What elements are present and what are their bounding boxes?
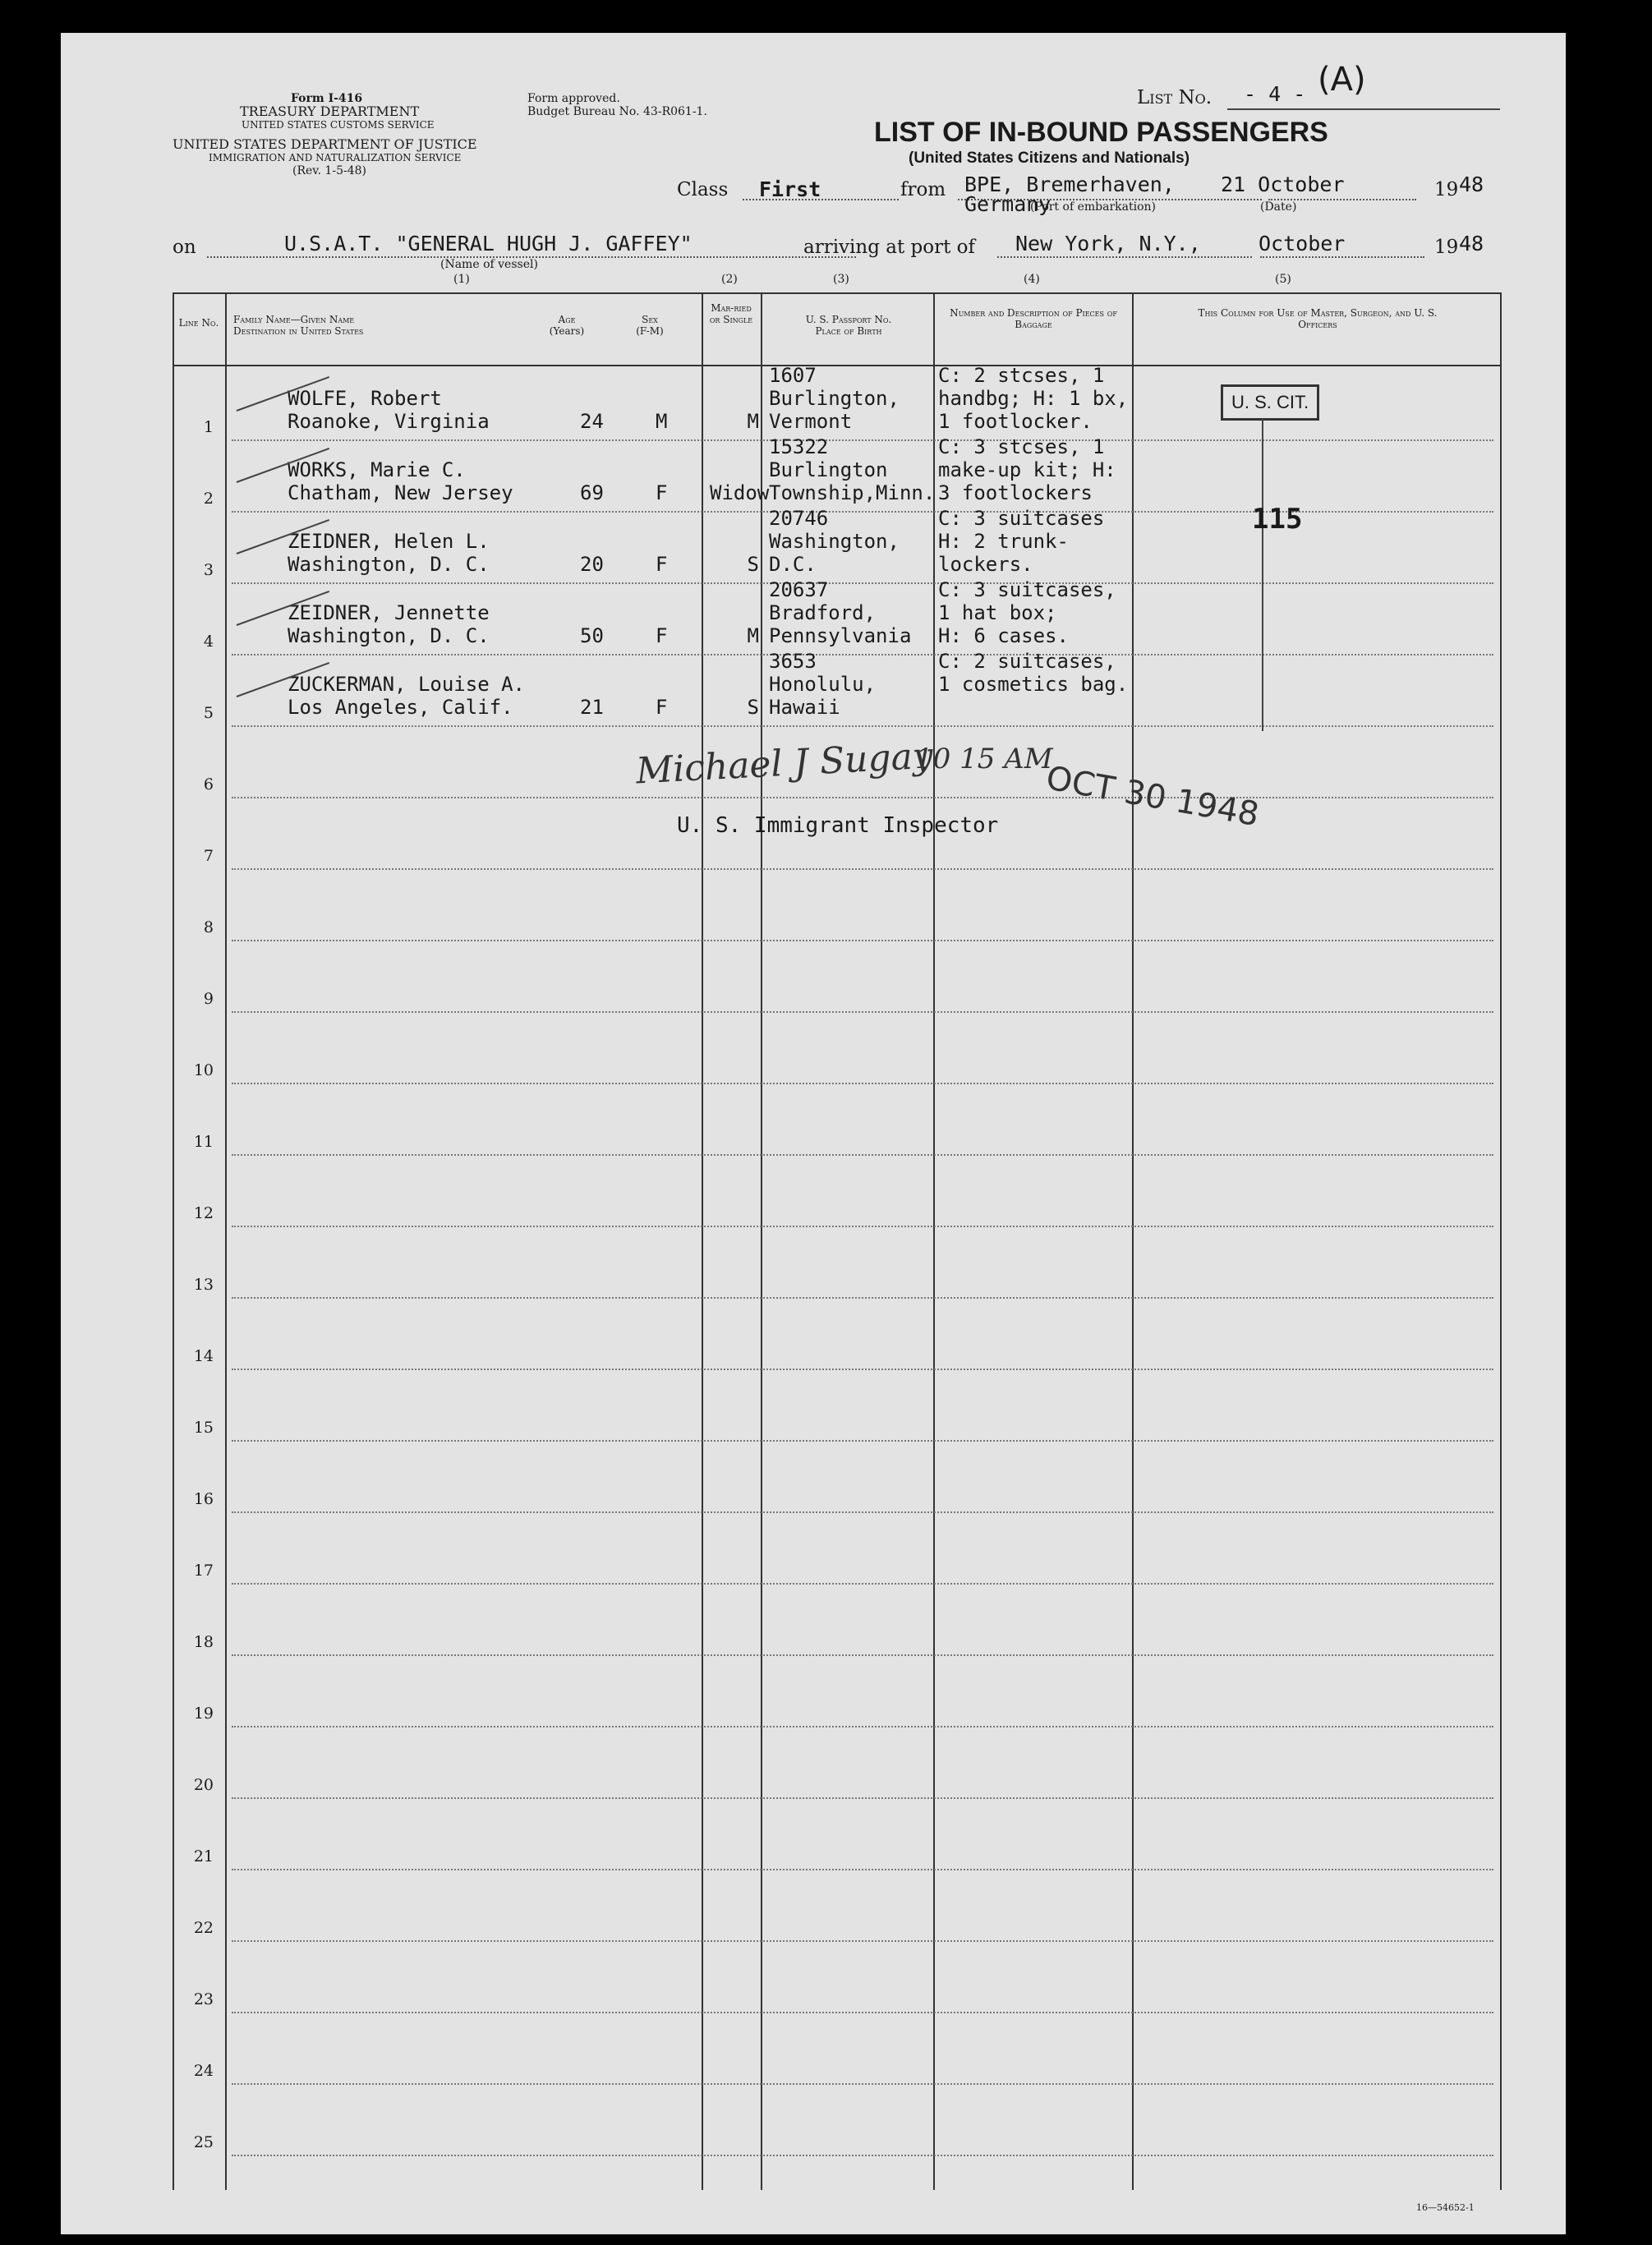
- passenger-destination: Washington, D. C.: [288, 553, 490, 576]
- customs-service: UNITED STATES CUSTOMS SERVICE: [242, 119, 435, 131]
- table-row-rule: [232, 940, 1493, 941]
- inspector-title: U. S. Immigrant Inspector: [677, 813, 999, 838]
- class-value: First: [759, 177, 821, 201]
- header-sex-unit: (F-M): [636, 325, 664, 337]
- table-row-rule: [232, 1583, 1493, 1585]
- passenger-marital: M: [747, 624, 759, 647]
- vessel-name: U.S.A.T. "GENERAL HUGH J. GAFFEY": [284, 232, 693, 255]
- line-number: 17: [193, 1562, 214, 1580]
- header-passport: U. S. Passport No.: [805, 314, 892, 325]
- passenger-sex: F: [656, 553, 668, 576]
- line-number: 23: [193, 1990, 214, 2008]
- line-number: 25: [193, 2133, 214, 2151]
- table-row-rule: [232, 1226, 1493, 1227]
- line-number: 1: [203, 418, 214, 436]
- table-row-rule: [232, 511, 1493, 513]
- baggage-line3: 3 footlockers: [938, 481, 1093, 504]
- baggage-line2: 1 hat box;: [938, 601, 1057, 624]
- passport-number: 1607: [769, 364, 817, 387]
- passport-number: 20746: [769, 507, 829, 530]
- baggage-line2: H: 2 trunk-: [938, 530, 1069, 553]
- passenger-marital: S: [747, 553, 759, 576]
- from-value: BPE, Bremerhaven,: [964, 173, 1175, 196]
- birthplace-line1: Honolulu,: [769, 673, 877, 696]
- line-number: 2: [203, 490, 214, 508]
- line-number: 18: [193, 1633, 214, 1651]
- line-number: 7: [203, 847, 214, 865]
- header-officers: This Column for Use of Master, Surgeon, and U. S. Officers: [1198, 307, 1438, 330]
- inspection-time: 10 15 AM: [915, 743, 1053, 775]
- col-num-4: (4): [1024, 273, 1040, 286]
- passenger-sex: F: [656, 696, 668, 719]
- passenger-marital: M: [747, 410, 759, 433]
- passport-number: 15322: [769, 435, 829, 458]
- line-number: 12: [193, 1204, 214, 1222]
- passenger-destination: Washington, D. C.: [288, 624, 490, 647]
- passenger-sex: F: [656, 624, 668, 647]
- header-birthplace: Place of Birth: [815, 325, 882, 337]
- birthplace-line1: Burlington,: [769, 387, 900, 410]
- passenger-name: ZEIDNER, Jennette: [288, 601, 490, 624]
- ins-service: IMMIGRATION AND NATURALIZATION SERVICE: [209, 152, 462, 163]
- table-row-rule: [232, 1940, 1493, 1942]
- table-row-rule: [232, 1726, 1493, 1727]
- list-no-line: [1227, 108, 1500, 110]
- header-married: Mar-ried or Single: [709, 302, 753, 325]
- line-number: 24: [193, 2062, 214, 2080]
- line-number: 14: [193, 1347, 214, 1365]
- passenger-sex: M: [656, 410, 668, 433]
- passenger-sex: F: [656, 481, 668, 504]
- table-row-rule: [232, 868, 1493, 870]
- year-prefix: 19: [1434, 179, 1459, 200]
- from-label: from: [900, 179, 946, 200]
- form-sheet: [61, 33, 1566, 2234]
- birthplace-line2: Township,Minn.: [769, 481, 936, 504]
- col-num-5: (5): [1275, 273, 1291, 286]
- line-number: 4: [203, 633, 214, 651]
- birthplace-line2: Vermont: [769, 410, 853, 433]
- birthplace-line1: Bradford,: [769, 601, 877, 624]
- col-divider: [933, 292, 935, 2190]
- line-number: 20: [193, 1776, 214, 1794]
- baggage-line1: C: 2 stcses, 1: [938, 364, 1105, 387]
- form-number: Form I-416: [291, 92, 363, 105]
- table-row-rule: [232, 2083, 1493, 2085]
- port-embark-caption: (Port of embarkation): [1030, 200, 1156, 214]
- birthplace-line2: Pennsylvania: [769, 624, 912, 647]
- passenger-destination: Roanoke, Virginia: [288, 410, 490, 433]
- table-row-rule: [232, 1154, 1493, 1156]
- table-row-rule: [232, 582, 1493, 584]
- passenger-name: ZUCKERMAN, Louise A.: [288, 673, 525, 696]
- header-destination: Destination in United States: [233, 325, 364, 337]
- table-row-rule: [232, 2012, 1493, 2013]
- passport-number: 3653: [769, 650, 817, 673]
- birthplace-line1: Washington,: [769, 530, 900, 553]
- line-number: 6: [203, 775, 214, 794]
- depart-date: 21 October: [1221, 173, 1345, 196]
- list-no-label: List No.: [1137, 87, 1213, 108]
- arrival-port: New York, N.Y.,: [1015, 232, 1201, 255]
- page-subtitle: (United States Citizens and Nationals): [909, 150, 1190, 167]
- inspector-signature: Michael J Sugay: [634, 734, 934, 793]
- header-line-no: Line No.: [178, 317, 219, 329]
- line-number: 19: [193, 1704, 214, 1723]
- passenger-name: WORKS, Marie C.: [288, 458, 466, 481]
- birthplace-line2: D.C.: [769, 553, 817, 576]
- col-num-3: (3): [833, 273, 849, 286]
- table-row-rule: [232, 1297, 1493, 1299]
- date-caption: (Date): [1260, 200, 1297, 214]
- passenger-count: 115: [1252, 503, 1303, 536]
- passenger-destination: Chatham, New Jersey: [288, 481, 513, 504]
- passenger-marital: Widow: [710, 481, 770, 504]
- birthplace-line2: Hawaii: [769, 696, 840, 719]
- arrival-date-line: [1260, 256, 1424, 258]
- line-number: 11: [193, 1133, 214, 1151]
- vessel-caption: (Name of vessel): [440, 258, 538, 271]
- arriving-label: arriving at port of: [803, 237, 975, 258]
- passenger-age: 24: [580, 410, 604, 433]
- baggage-line2: make-up kit; H:: [938, 458, 1116, 481]
- passenger-age: 20: [580, 553, 604, 576]
- budget-bureau: Budget Bureau No. 43-R061-1.: [527, 105, 707, 118]
- table-row-rule: [232, 1654, 1493, 1656]
- table-row-rule: [232, 1869, 1493, 1870]
- col-divider: [1132, 292, 1134, 2190]
- passenger-age: 50: [580, 624, 604, 647]
- table-row-rule: [232, 725, 1493, 727]
- officer-bracket-line: [1262, 419, 1263, 731]
- from-value-country: Germany: [964, 192, 1051, 216]
- col-num-2: (2): [721, 273, 738, 286]
- header-baggage: Number and Description of Pieces of Baggage: [950, 307, 1117, 330]
- line-number: 9: [203, 990, 214, 1008]
- col-divider: [761, 292, 762, 2190]
- birthplace-line1: Burlington: [769, 458, 888, 481]
- on-label: on: [173, 237, 196, 258]
- line-number: 22: [193, 1919, 214, 1937]
- table-row-rule: [232, 439, 1493, 441]
- header-sex: Sex: [642, 314, 658, 325]
- baggage-line2: 1 cosmetics bag.: [938, 673, 1129, 696]
- year-prefix: 19: [1434, 237, 1459, 258]
- header-age: Age: [558, 314, 576, 325]
- table-top-border: [173, 292, 1500, 294]
- list-no-circled: (A): [1318, 61, 1366, 99]
- line-number: 16: [193, 1490, 214, 1508]
- inspection-date-stamp: OCT 30 1948: [1043, 759, 1262, 835]
- passport-number: 20637: [769, 578, 829, 601]
- table-right-border: [1500, 292, 1502, 2190]
- page-title: LIST OF IN-BOUND PASSENGERS: [874, 117, 1328, 148]
- baggage-line3: lockers.: [938, 553, 1033, 576]
- table-row-rule: [232, 1797, 1493, 1799]
- line-number: 5: [203, 704, 214, 722]
- table-row-rule: [232, 2155, 1493, 2156]
- passenger-name: WOLFE, Robert: [288, 387, 442, 410]
- passenger-marital: S: [747, 696, 759, 719]
- form-approved: Form approved.: [527, 92, 620, 105]
- baggage-line1: C: 3 stcses, 1: [938, 435, 1105, 458]
- revision: (Rev. 1-5-48): [292, 164, 366, 177]
- baggage-line2: handbg; H: 1 bx,: [938, 387, 1129, 410]
- table-row-rule: [232, 1369, 1493, 1370]
- header-name: Family Name—Given Name: [233, 314, 355, 325]
- passenger-destination: Los Angeles, Calif.: [288, 696, 513, 719]
- table-row-rule: [232, 1011, 1493, 1013]
- table-left-border: [173, 292, 174, 2190]
- table-row-rule: [232, 797, 1493, 798]
- header-age-unit: (Years): [549, 325, 585, 337]
- baggage-line1: C: 3 suitcases: [938, 507, 1105, 530]
- line-number: 15: [193, 1419, 214, 1437]
- line-number: 21: [193, 1847, 214, 1865]
- us-citizen-stamp: U. S. CIT.: [1221, 384, 1319, 421]
- justice-dept: UNITED STATES DEPARTMENT OF JUSTICE: [173, 136, 477, 152]
- passenger-name: ZEIDNER, Helen L.: [288, 530, 490, 553]
- line-number: 10: [193, 1061, 214, 1079]
- passenger-age: 69: [580, 481, 604, 504]
- col-num-1: (1): [453, 273, 470, 286]
- table-row-rule: [232, 654, 1493, 656]
- treasury-dept: TREASURY DEPARTMENT: [240, 104, 420, 119]
- arrival-date: October: [1259, 232, 1346, 255]
- baggage-line3: H: 6 cases.: [938, 624, 1069, 647]
- baggage-line3: 1 footlocker.: [938, 410, 1093, 433]
- table-row-rule: [232, 1083, 1493, 1084]
- list-no-value: - 4 -: [1244, 82, 1306, 106]
- col-divider: [225, 292, 227, 2190]
- arrival-year: 48: [1459, 232, 1484, 255]
- form-print-code: 16—54652-1: [1416, 2202, 1475, 2213]
- class-label: Class: [677, 179, 729, 200]
- arrival-port-line: [997, 256, 1252, 258]
- col-divider: [702, 292, 703, 2190]
- depart-year: 48: [1459, 173, 1484, 196]
- line-number: 3: [203, 561, 214, 579]
- header-bottom-border: [173, 365, 1500, 366]
- table-row-rule: [232, 1511, 1493, 1513]
- baggage-line1: C: 2 suitcases,: [938, 650, 1116, 673]
- line-number: 13: [193, 1276, 214, 1294]
- table-row-rule: [232, 1440, 1493, 1442]
- baggage-line1: C: 3 suitcases,: [938, 578, 1116, 601]
- passenger-age: 21: [580, 696, 604, 719]
- line-number: 8: [203, 918, 214, 936]
